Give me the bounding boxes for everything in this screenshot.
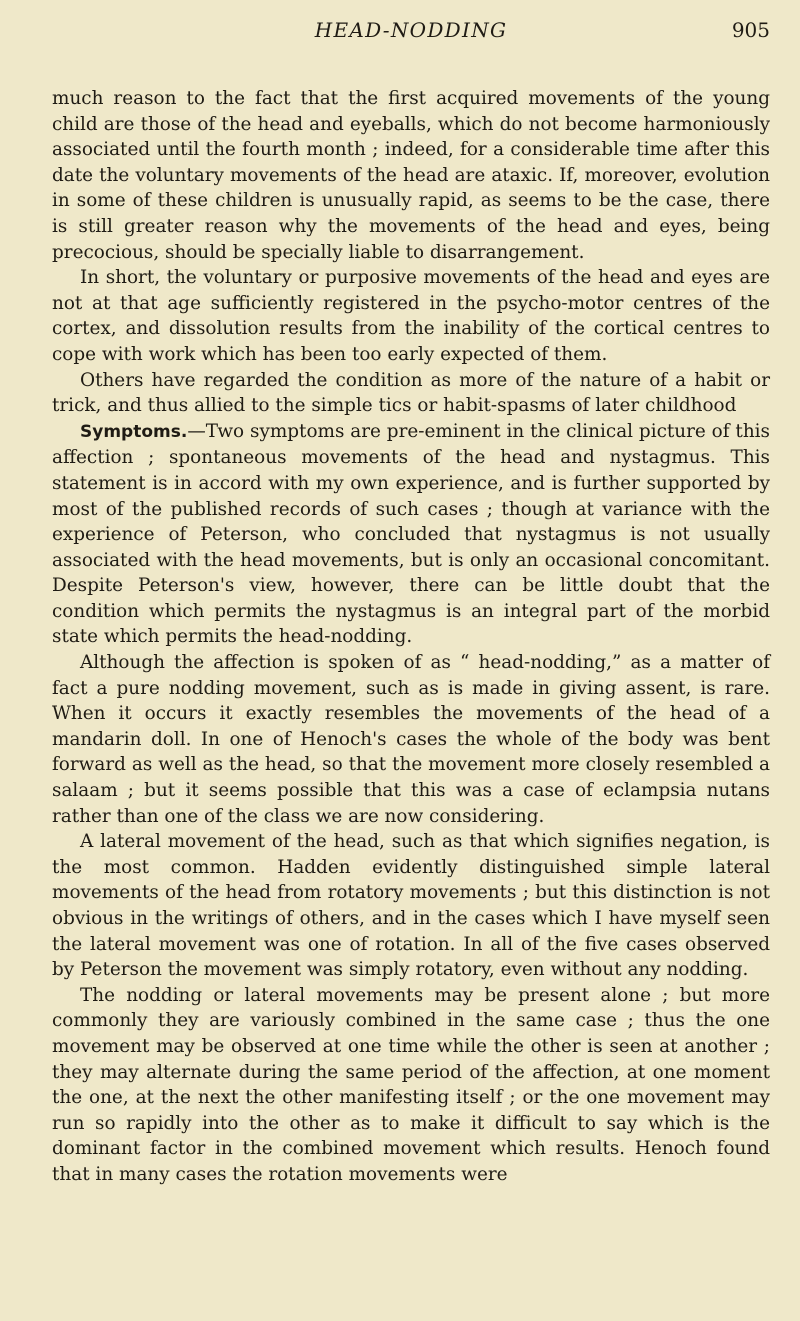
paragraph-text: The nodding or lateral movements may be present alone ; but more commonly they are variously combined in the same case ; thus the one movement may be observed at one time while the other is seen at another ; they may alternate during the same period of the affection, at one moment the one, at the next the other manifesting itself ; or the one movement may run so rapidly into the other as to make it difficult to say which is the dominant factor in the combined movement which results. Henoch found that in many cases the rotation movements were: [52, 984, 770, 1185]
running-head: HEAD-NODDING: [314, 18, 508, 42]
paragraph: [52, 368, 770, 419]
paragraph: [52, 983, 770, 1188]
paragraph-text: A lateral movement of the head, such as that which signifies negation, is the most common. Hadden evidently distinguished simple lateral movements of the head from rotatory movements ; but this distinction is not obvious in the writings of others, and in the cases which I have myself seen the lateral movement was one of rotation. In all of the five cases observed by Peterson the movement was simply rotatory, even without any nodding.: [52, 831, 770, 981]
paragraph-text: Although the affection is spoken of as “ head-nodding,” as a matter of fact a pure nodding movement, such as is made in giving assent, is rare. When it occurs it exactly resembles the movements of the head of a mandarin doll. In one of Henoch's cases the whole of the body was bent forward as well as the head, so that the movement more closely resembled a salaam ; but it seems possible that this was a case of eclampsia nutans rather than one of the class we are now considering.: [52, 652, 770, 827]
paragraph-symptoms: [52, 419, 770, 650]
page-number: 905: [731, 18, 770, 42]
book-page: [52, 0, 770, 1321]
page-header: [52, 18, 770, 66]
paragraph-text: —Two symptoms are pre-eminent in the clinical picture of this affection ; spontaneous movements of the head and nystagmus. This statement is in accord with my own experience, and is further supported by most of the published records of such cases ; though at variance with the experience of Peterson, who concluded that nystagmus is not usually associated with the head movements, but is only an occasional concomitant. Despite Peterson's view, however, there can be little doubt that the condition which permits the nystagmus is an integral part of the morbid state which permits the head-nodding.: [52, 420, 770, 648]
paragraph-text: much reason to the fact that the first acquired movements of the young child are those of the head and eyeballs, which do not become harmoniously associated until the fourth month ; indeed, for a considerable time after this date the voluntary movements of the head are ataxic. If, moreover, evolution in some of these children is unusually rapid, as seems to be the case, there is still greater reason why the movements of the head and eyes, being precocious, should be specially liable to disarrangement.: [52, 88, 770, 263]
paragraph-text: Others have regarded the condition as more of the nature of a habit or trick, and thus allied to the simple tics or habit-spasms of later childhood: [52, 369, 770, 417]
paragraph-text: In short, the voluntary or purposive movements of the head and eyes are not at that age sufficiently registered in the psycho-motor centres of the cortex, and dissolution results from the inability of the cortical centres to cope with work which has been too early expected of them.: [52, 267, 770, 365]
paragraph: [52, 650, 770, 829]
section-heading: Symptoms.: [80, 421, 188, 442]
body-text: [52, 86, 770, 1188]
paragraph: [52, 265, 770, 367]
paragraph: [52, 829, 770, 983]
paragraph: [52, 86, 770, 265]
